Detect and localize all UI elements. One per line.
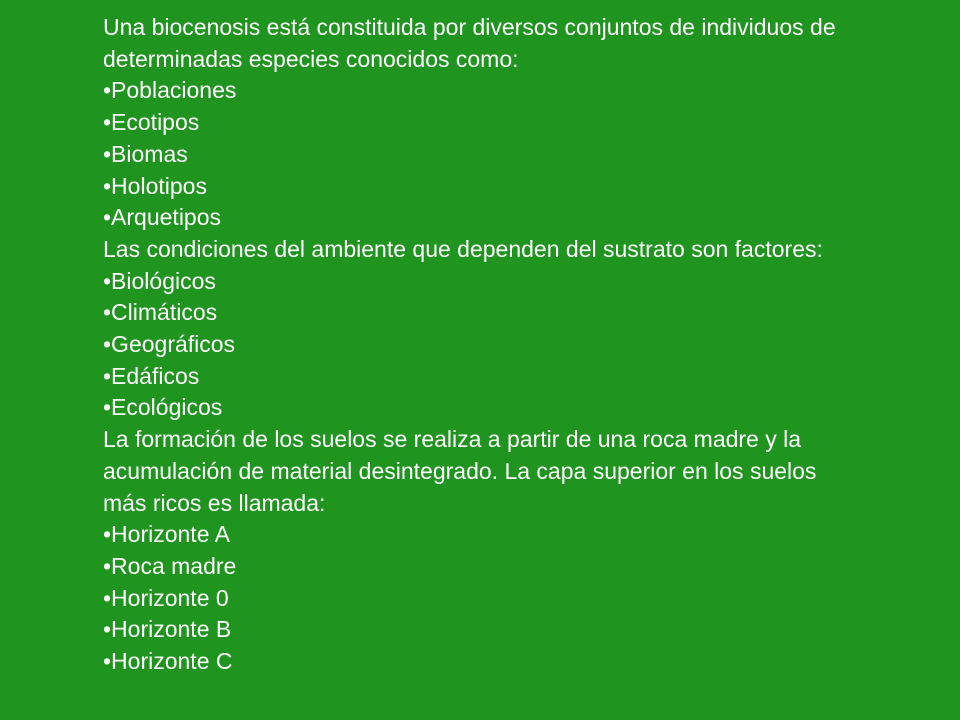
- question-2-option-b: •Climáticos: [103, 299, 218, 326]
- question-1-option-a: •Poblaciones: [103, 77, 237, 104]
- question-1-options: [103, 75, 863, 234]
- slide-content: [103, 12, 863, 678]
- question-2-option-e: •Ecológicos: [103, 394, 223, 421]
- question-2-option-a: •Biológicos: [103, 267, 216, 294]
- question-2-option-c: •Geográficos: [103, 331, 236, 358]
- question-2-option-d: •Edáficos: [103, 362, 200, 389]
- question-1-option-c: •Biomas: [103, 140, 188, 167]
- question-3-prompt: La formación de los suelos se realiza a partir de una roca madre y la acumulación de material desintegrado. La capa superior en los suelos más ricos es llamada:: [103, 426, 817, 516]
- question-3-option-d: •Horizonte B: [103, 616, 232, 643]
- question-2: [103, 234, 863, 424]
- question-1-prompt: Una biocenosis está constituida por diversos conjuntos de individuos de determinadas especies conocidos como:: [103, 14, 836, 72]
- question-3-options: [103, 519, 863, 678]
- question-1-option-e: •Arquetipos: [103, 204, 222, 231]
- question-2-prompt: Las condiciones del ambiente que dependen del sustrato son factores:: [103, 235, 823, 262]
- question-2-options: [103, 266, 863, 425]
- question-3-option-b: •Roca madre: [103, 552, 237, 579]
- question-1: [103, 12, 863, 234]
- question-3-option-e: •Horizonte C: [103, 648, 233, 675]
- question-1-option-d: •Holotipos: [103, 172, 207, 199]
- question-3-option-a: •Horizonte A: [103, 521, 230, 548]
- question-3: [103, 424, 863, 678]
- question-1-option-b: •Ecotipos: [103, 109, 200, 136]
- question-3-option-c: •Horizonte 0: [103, 584, 229, 611]
